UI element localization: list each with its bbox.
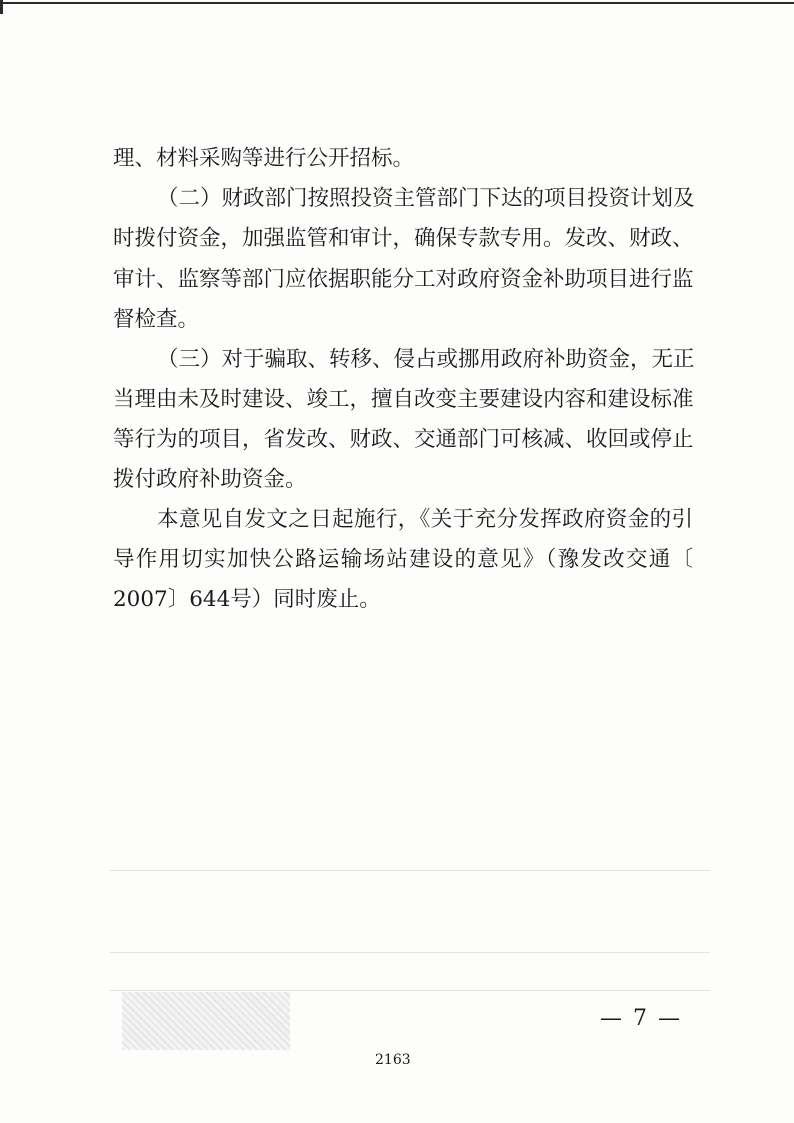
paragraph-4-line-1: 本意见自发文之日起施行，《关于充分发挥政府资金的引 [157, 507, 693, 532]
paragraph-3-line-2: 当理由未及时建设、竣工，擅自改变主要建设内容和建设标准 [113, 387, 694, 412]
paragraph-3-line-1: （三）对于骗取、转移、侵占或挪用政府补助资金，无正 [157, 347, 695, 372]
bleed-through-rule [110, 990, 710, 991]
paragraph-3-line-3: 等行为的项目，省发改、财政、交通部门可核减、收回或停止 [113, 427, 694, 452]
paragraph-2-line-2: 时拨付资金，加强监管和审计，确保专款专用。发改、财政、 [113, 226, 694, 251]
paragraph-1-line-1: 理、材料采购等进行公开招标。 [113, 146, 415, 171]
bleed-through-rule [110, 952, 710, 953]
bleed-through-rule [110, 870, 710, 871]
bleed-through-area [110, 860, 710, 1000]
paragraph-2-line-4: 督检查。 [113, 307, 200, 332]
page-number: — 7 — [600, 1006, 682, 1031]
paragraph-4-line-2: 导作用切实加快公路运输场站建设的意见》（豫发改交通〔 [113, 547, 693, 572]
paragraph-2-line-1: （二）财政部门按照投资主管部门下达的项目投资计划及 [157, 186, 695, 211]
paragraph-3-line-4: 拨付政府补助资金。 [113, 467, 307, 492]
top-border-rule [0, 2, 794, 4]
stamp-shadow [122, 992, 290, 1050]
archive-number: 2163 [375, 1052, 411, 1068]
paragraph-4-line-3: 2007〕644号）同时废止。 [113, 587, 381, 612]
paragraph-2-line-3: 审计、监察等部门应依据职能分工对政府资金补助项目进行监 [113, 267, 694, 292]
corner-mark [0, 0, 3, 14]
